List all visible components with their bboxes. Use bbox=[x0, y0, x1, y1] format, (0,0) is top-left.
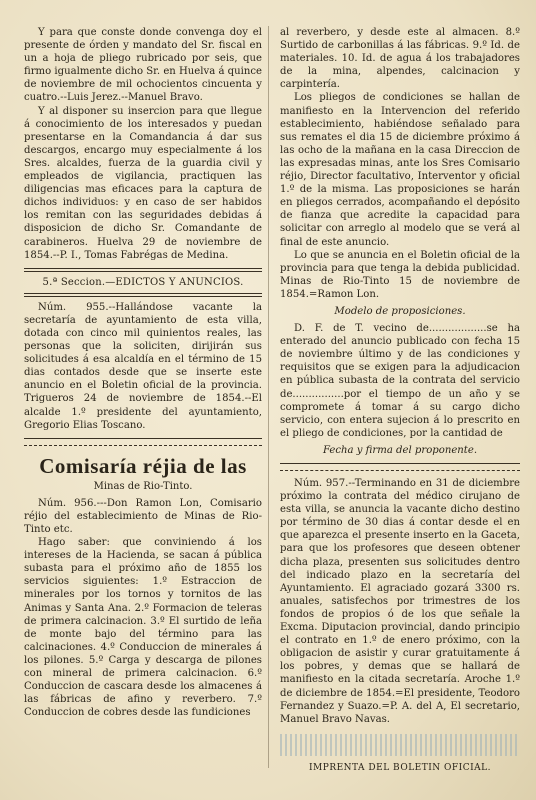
notice-956-closing: Lo que se anuncia en el Boletin oficial de la provincia para que tenga la debida publicidad. Minas de Rio-Tinto 15 de noviembre de 1854.=Ramon Lon. bbox=[280, 249, 520, 300]
ornamental-rule bbox=[24, 438, 262, 446]
comisaria-subtitle: Minas de Rio-Tinto. bbox=[93, 480, 193, 492]
paragraph-fiscal-order: Y para que conste donde convenga doy el presente de órden y mandato del Sr. fiscal en un a hoja de pliego rubricado por seis, que firmo igualmente dicho Sr. en Huelva á quince de noviembre de mil ochocientos cincuenta y cuatro.--Luis Jerez.--Manuel Bravo. bbox=[24, 27, 262, 104]
right-column bbox=[280, 26, 520, 775]
signature-line: Fecha y firma del proponente. bbox=[322, 444, 478, 456]
library-stamp bbox=[280, 734, 520, 756]
comisaria-title: Comisaría réjia de las bbox=[39, 453, 247, 478]
ornamental-rule-right bbox=[280, 463, 520, 471]
notice-956-continued: al reverbero, y desde este al almacen. 8.º Surtido de carbonillas á las fábricas. 9.º Id. de materiales. 10. Id. de agua á los trabajadores de la mina, alpendes, calcinacion y carpintería. bbox=[280, 27, 520, 91]
model-proposal-text: D. F. de T. vecino de..................se ha enterado del anuncio publicado con fecha 15 de noviembre último y de las condiciones y requisitos que se exigen para la adjudicacion en pública subasta de la contrata del servicio de................por el tiempo de un año y se compromete á tomar á su cargo dicho servicio, con entera sujecion á lo prescrito en el pliego de condiciones, por la cantidad de bbox=[280, 323, 520, 439]
paragraph-insertion-notice: Y al disponer su insercion para que llegue á conocimiento de los interesados y puedan presentarse en la Comandancia á dar sus descargos, encargo muy especialmente á los Sres. alcaldes, fuerza de la guardia civil y empleados de vigilancia, practiquen las diligencias mas eficaces para la captura de dichos individuos: y en caso de ser habidos los remitan con las seguridades debidas á disposicion de dicho Sr. Comandante de carabineros. Huelva 29 de noviembre de 1854.--P. I., Tomas Fabrégas de Medina. bbox=[24, 105, 262, 261]
notice-957: Núm. 957.--Terminando en 31 de diciembre próximo la contrata del médico cirujano de esta villa, se anuncia la vacante dicho destino por término de 30 dias á contar desde el en que aparezca el presente inserto en la Gaceta, para que los profesores que deseen obtener dicha plaza, presenten sus solicitudes dentro del indicado plazo en la secretaría del Ayuntamiento. El agraciado gozará 3300 rs. anuales, satisfechos por trimestres de los fondos de propios ó de los que señale la Excma. Diputacion provincial, dando principio el contrato en 1.º de enero próximo, con la obligacion de asistir y curar gratuitamente á los pobres, y demas que se hallará de manifiesto en la citada secretaría. Aroche 1.º de diciembre de 1854.=El presidente, Teodoro Fernandez y Suazo.=P. A. del A, El secretario, Manuel Bravo Navas. bbox=[280, 478, 520, 725]
printer-imprint: IMPRENTA DEL BOLETIN OFICIAL. bbox=[309, 762, 491, 773]
section-heading: 5.ª Seccion.—EDICTOS Y ANUNCIOS. bbox=[42, 276, 244, 288]
notice-955: Núm. 955.--Hallándose vacante la secretaría de ayuntamiento de esta villa, dotada con cinco mil quinientos reales, las personas que la soliciten, dirijirán sus solicitudes á esa alcaldía en el término de 15 dias contados desde que se inserte este anuncio en el Boletin oficial de la provincia. Trigueros 24 de noviembre de 1854.--El alcalde 1.º presidente del ayuntamiento, Gregorio Elias Toscano. bbox=[24, 301, 262, 431]
column-rule bbox=[268, 26, 269, 768]
notice-956-body: Hago saber: que conviniendo á los intereses de la Hacienda, se sacan á pública subasta para el próximo año de 1855 los servicios siguientes: 1.º Estraccion de minerales por los tornos y tornitos de las Animas y Santa Ana. 2.º Formacion de teleras de primera calcinacion. 3.º El surtido de leña de monte bajo del término para las calcinaciones. 4.º Conduccion de minerales á los pilones. 5.º Carga y descarga de pilones con mineral de primera calcinacion. 6.º Conduccion de cascara desde los almacenes á las fábricas de afino y reverbero. 7.º Conduccion de cobres desde las fundiciones bbox=[24, 537, 262, 719]
section-divider-bottom bbox=[24, 293, 262, 297]
section-divider bbox=[24, 268, 262, 272]
notice-956-heading: Núm. 956.---Don Ramon Lon, Comisario réjio del establecimiento de Minas de Rio-Tinto etc. bbox=[24, 497, 262, 535]
model-heading: Modelo de proposiciones. bbox=[334, 305, 466, 317]
left-column bbox=[24, 26, 262, 719]
notice-956-conditions: Los pliegos de condiciones se hallan de manifiesto en la Intervencion del referido establecimiento, habiéndose señalado para sus remates el dia 15 de diciembre próximo á las ocho de la mañana en la casa Direccion de las expresadas minas, ante los Sres Comisario réjio, Director facultativo, Interventor y oficial 1.º de la misma. Las proposiciones se harán en pliegos cerrados, acompañando el depósito de fianza que acredite la capacidad para solicitar con arreglo al modelo que se verá al final de este anuncio. bbox=[280, 92, 520, 248]
